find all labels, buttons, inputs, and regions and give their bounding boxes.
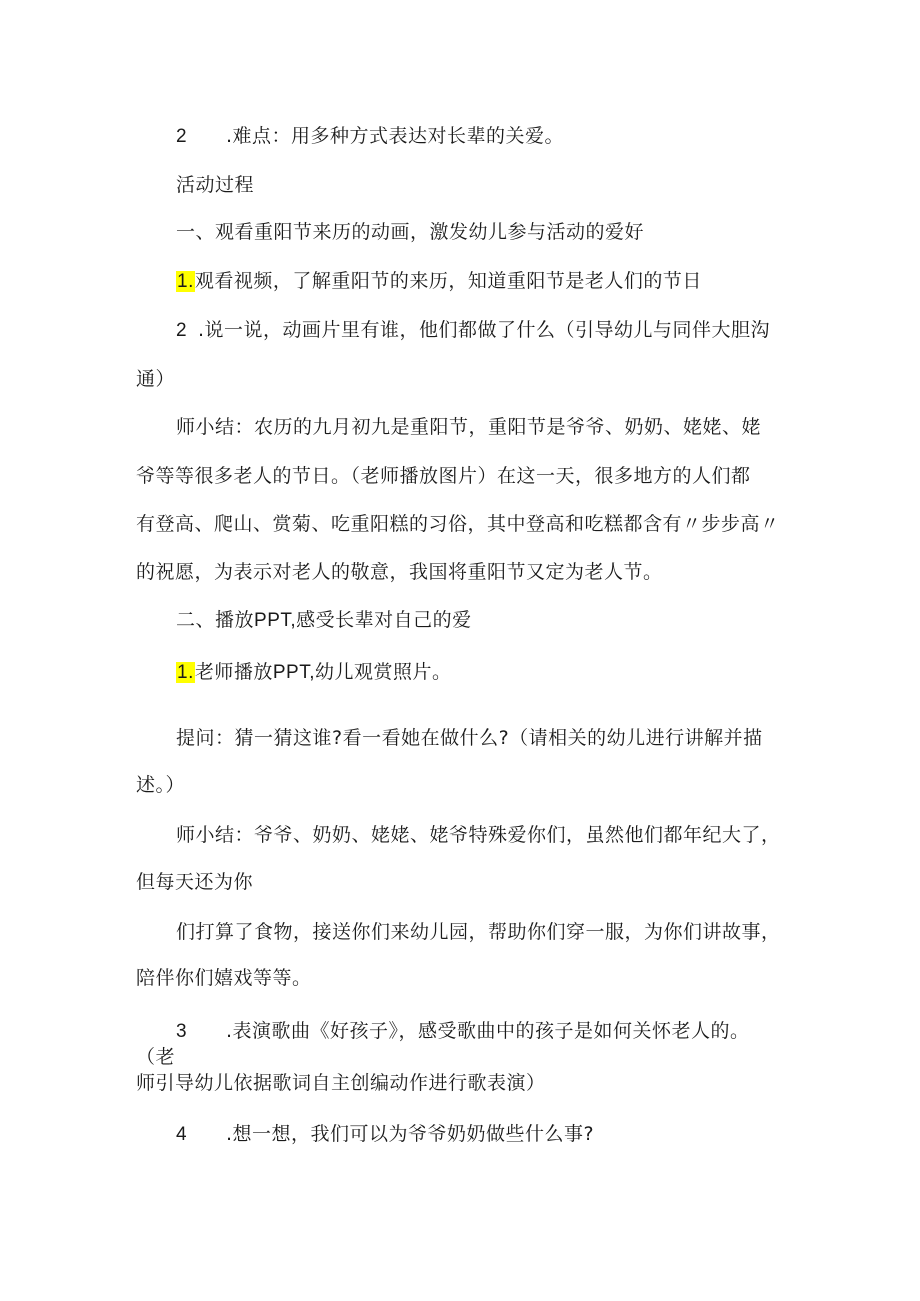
item-number-highlighted: 1.	[177, 271, 194, 292]
step-1-watch-video	[176, 268, 702, 295]
line-text: .难点：用多种方式表达对长辈的关爱。	[226, 125, 565, 147]
difficulty-point-line	[176, 123, 564, 150]
teacher-summary-1-line-2: 爷等等很多老人的节日。（老师播放图片）在这一天，很多地方的人们都	[136, 465, 751, 487]
line-text: .表演歌曲《好孩子》，感受歌曲中的孩子是如何关怀老人的。	[226, 1020, 750, 1042]
teacher-summary-1-line-1: 师小结：农历的九月初九是重阳节，重阳节是爷爷、奶奶、姥姥、姥	[176, 416, 762, 438]
line-text: .说一说，动画片里有谁，他们都做了什么（引导幼儿与同伴大胆沟	[198, 319, 771, 341]
step-1-play-ppt: 1.老师播放PPT,幼儿观赏照片。	[177, 661, 452, 683]
item-number: 4	[176, 1124, 188, 1145]
step-2-continuation: 通）	[136, 368, 176, 390]
section-heading-one: 一、观看重阳节来历的动画，激发幼儿参与活动的爱好	[176, 221, 645, 243]
step-4-think	[176, 1121, 594, 1148]
step-3-continuation-2: 师引导幼儿依据歌词自主创编动作进行歌表演）	[136, 1072, 546, 1094]
teacher-summary-2-line-1: 师小结：爷爷、奶奶、姥姥、姥爷特殊爱你们，虽然他们都年纪大了，	[176, 824, 781, 846]
question-line-1: 提问：猜一猜这谁?看一看她在做什么?（请相关的幼儿进行讲解并描	[176, 727, 763, 749]
item-number: 2	[176, 126, 188, 147]
teacher-summary-1-line-3: 有登高、爬山、赏菊、吃重阳糕的习俗，其中登高和吃糕都含有〃步步高〃	[136, 513, 780, 535]
section-heading-activity-process: 活动过程	[176, 174, 255, 196]
question-line-2: 述。）	[136, 774, 186, 796]
step-3-perform-song	[176, 1018, 750, 1045]
teacher-summary-2-line-4: 陪伴你们嬉戏等等。	[136, 967, 312, 989]
line-text: 观看视频，了解重阳节的来历，知道重阳节是老人们的节日	[194, 270, 702, 292]
line-text: .想一想，我们可以为爷爷奶奶做些什么事?	[226, 1123, 595, 1145]
teacher-summary-2-line-2: 但每天还为你	[136, 871, 254, 893]
step-2-discuss	[176, 317, 770, 344]
teacher-summary-1-line-4: 的祝愿，为表示对老人的敬意，我国将重阳节又定为老人节。	[136, 561, 663, 583]
item-number: 3	[176, 1021, 188, 1042]
teacher-summary-2-line-3: 们打算了食物，接送你们来幼儿园，帮助你们穿一服，为你们讲故事，	[176, 921, 781, 943]
item-number: 2	[176, 320, 188, 341]
item-number-highlighted: 1.	[177, 662, 194, 683]
section-heading-two: 二、播放PPT,感受长辈对自己的爱	[176, 609, 472, 631]
step-3-continuation-1: （老	[136, 1046, 176, 1068]
